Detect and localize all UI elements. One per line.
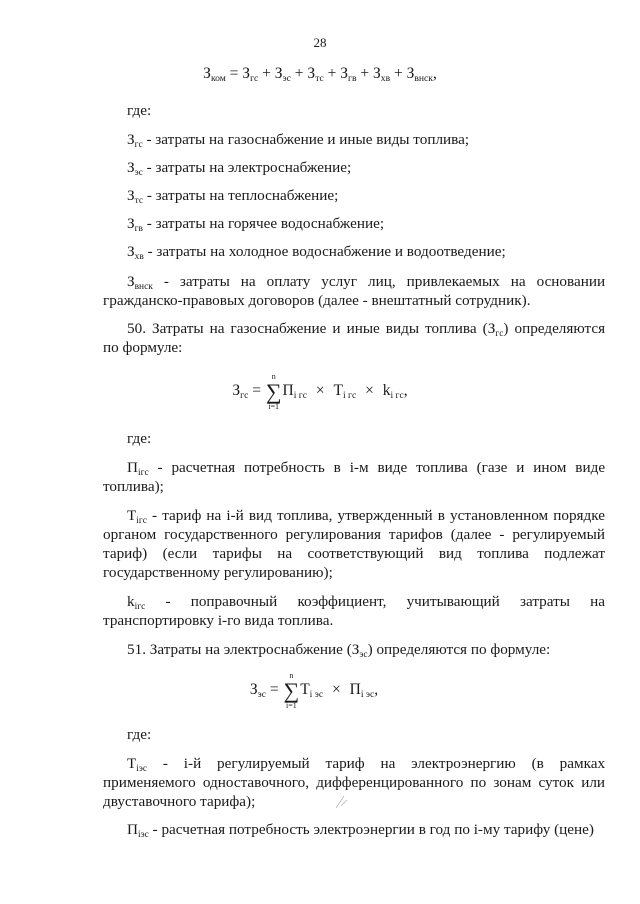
definition-tigs-line3: тариф) (если тарифы на соответствующий вид топлива подлежат bbox=[103, 545, 606, 562]
definition-hot-water: $З_{гв}$ - затраты на горячее водоснабжение; bbox=[127, 215, 385, 234]
definition-tigs-line2: органом государственного регулирования тарифов (далее - регулируемый bbox=[103, 526, 605, 543]
paragraph-50-line2: по формуле: bbox=[103, 339, 183, 356]
formula-electricity: $З_{эс}$ = n ∑ i=1 $Т_{i эс} \times П_{i эс}$, bbox=[249, 671, 379, 710]
definition-heat: $З_{тс}$ - затраты на теплоснабжение; bbox=[127, 187, 339, 206]
formula-total-utilities: $З_{ком} = З_{гс} + З_{эс} + З_{тс} + З_{гв} + З_{хв} + З_{внск}$, bbox=[203, 65, 437, 84]
paragraph-50-line1: 50. Затраты на газоснабжение и иные виды топлива $(З_{гс})$ определяются bbox=[127, 320, 606, 339]
definition-tigs-line4: государственному регулированию); bbox=[103, 564, 333, 581]
where-label-2: где: bbox=[127, 430, 152, 447]
where-label: где: bbox=[127, 102, 152, 119]
definition-freelance-line1: $З_{внск}$ - затраты на оплату услуг лиц, привлекаемых на основании bbox=[127, 273, 606, 292]
definition-pigs-line2: топлива); bbox=[103, 478, 164, 495]
sum-symbol-2: n ∑ i=1 bbox=[283, 671, 300, 710]
paragraph-51: 51. Затраты на электроснабжение $(З_{эс})$ определяются по формуле: bbox=[127, 641, 551, 660]
definition-kigs-line1: $k_{iгс}$ - поправочный коэффициент, учитывающий затраты на bbox=[127, 593, 605, 612]
definition-pigs-line1: $П_{iгс}$ - расчетная потребность в i-м виде топлива (газе и ином виде bbox=[127, 459, 606, 478]
definition-freelance-line2: гражданско-правовых договоров (далее - внештатный сотрудник). bbox=[103, 292, 531, 309]
formula-gas: $З_{гс}$ = n ∑ i=1 $П_{i гс} \times Т_{i гс} \times k_{i гс}$, bbox=[232, 372, 408, 411]
definition-kigs-line2: транспортировку i-го вида топлива. bbox=[103, 612, 334, 629]
definition-gas: $З_{гс}$ - затраты на газоснабжение и иные виды топлива; bbox=[127, 131, 470, 150]
pen-mark bbox=[332, 792, 352, 812]
sum-symbol: n ∑ i=1 bbox=[265, 372, 282, 411]
page-number: 28 bbox=[313, 35, 327, 50]
where-label-3: где: bbox=[127, 726, 152, 743]
definition-electricity: $З_{эс}$ - затраты на электроснабжение; bbox=[127, 159, 352, 178]
definition-tigs-line1: $Т_{iгс}$ - тариф на i-й вид топлива, утвержденный в установленном порядке bbox=[127, 507, 606, 526]
definition-ties-line2: применяемого одноставочного, дифференцированного по зонам суток или bbox=[103, 774, 606, 791]
definition-ties-line1: $Т_{iэс} - i-й$ регулируемый тариф на электроэнергию (в рамках bbox=[127, 755, 606, 774]
definition-pies: $П_{iэс}$ - расчетная потребность электроэнергии в год по i-му тарифу (цене) bbox=[127, 821, 594, 840]
definition-ties-line3: двуставочного тарифа); bbox=[103, 793, 256, 810]
definition-cold-water: $З_{хв}$ - затраты на холодное водоснабжение и водоотведение; bbox=[127, 243, 506, 262]
